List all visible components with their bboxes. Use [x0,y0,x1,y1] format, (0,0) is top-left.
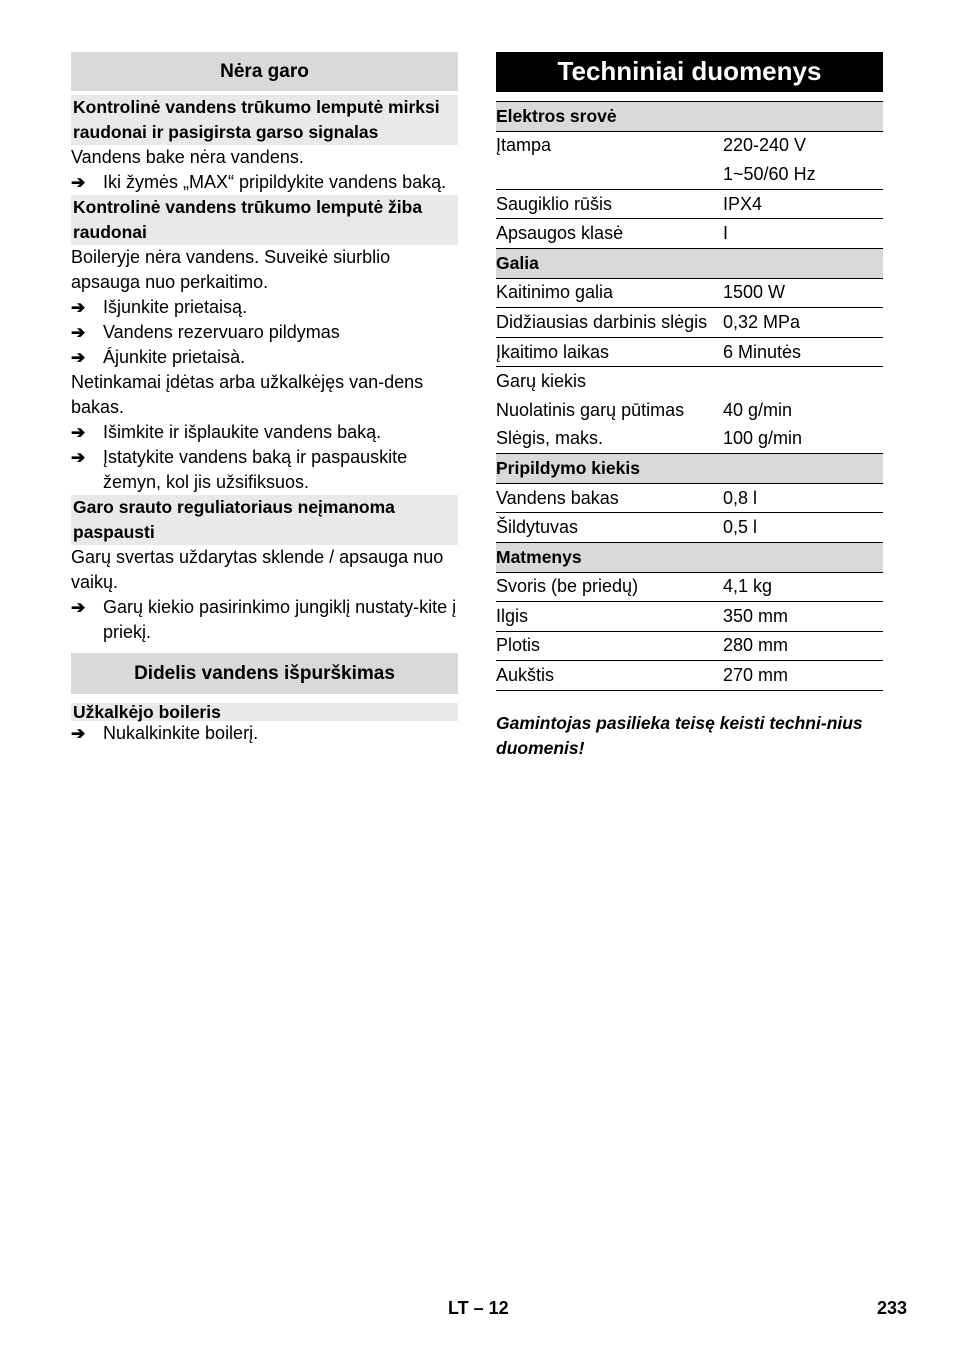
group-label: Pripildymo kiekis [496,454,883,484]
spec-value: I [723,219,883,249]
table-group-header [496,248,883,278]
spec-label: Įkaitimo laikas [496,337,723,367]
list-item: ➔ Ájunkite prietaisà. [71,345,458,370]
paragraph: Netinkamai įdėtas arba užkalkėjęs van-dens bakas. [71,372,424,417]
table-group-header [496,542,883,572]
spec-value: 0,32 MPa [723,308,883,338]
arrow-icon: ➔ [71,348,86,367]
arrow-icon: ➔ [71,423,86,442]
arrow-icon: ➔ [71,598,86,617]
list-item: ➔ Nukalkinkite boilerį. [71,721,458,746]
subheading-lamp-blinks: Kontrolinė vandens trūkumo lemputė mirksi raudonai ir pasigirsta garso signalas [71,95,458,145]
table-row [496,189,883,219]
spec-label: Nuolatinis garų pūtimas [496,399,685,420]
spec-value: 40 g/min [723,399,793,420]
technical-data-table [496,101,883,691]
list-item: ➔ Išimkite ir išplaukite vandens baką. [71,420,458,445]
table-group-header [496,454,883,484]
table-row [496,278,883,308]
table-row [496,425,883,454]
spec-value [723,367,883,396]
table-row [496,160,883,189]
disclaimer-note: Gamintojas pasilieka teisę keisti techni-nius duomenis! [496,712,863,758]
spec-value: 0,8 l [723,483,883,513]
spec-value: 0,5 l [723,513,883,543]
arrow-icon: ➔ [71,173,86,192]
spec-value: 270 mm [723,661,883,691]
spec-value: 100 g/min [723,425,883,454]
table-row [496,308,883,338]
spec-value: IPX4 [723,189,883,219]
table-row [496,513,883,543]
spec-label: Saugiklio rūšis [496,189,723,219]
list-item: ➔ Garų kiekio pasirinkimo jungiklį nustaty-kite į priekį. [71,597,457,642]
table-row [496,661,883,691]
right-column [496,52,883,761]
spec-value: 350 mm [723,602,883,632]
spec-label: Vandens bakas [496,483,723,513]
arrow-icon: ➔ [71,298,86,317]
spec-label: Šildytuvas [496,513,723,543]
section-title-water-spray: Didelis vandens išpurškimas [71,653,458,694]
section-title-no-steam: Nėra garo [71,52,458,91]
table-row [496,572,883,602]
spec-label: Plotis [496,631,723,661]
paragraph: Vandens bake nėra vandens. [71,147,304,167]
arrow-icon: ➔ [71,448,86,467]
group-label: Elektros srovė [496,102,883,132]
spec-label: Ilgis [496,602,723,632]
spec-label: Apsaugos klasė [496,219,723,249]
table-row [496,131,883,160]
paragraph: Garų svertas uždarytas sklende / apsauga nuo vaikų. [71,547,444,592]
spec-value: 1~50/60 Hz [723,160,883,189]
table-row [496,367,883,396]
table-row [496,396,883,425]
spec-label: Garų kiekis [496,371,587,392]
group-label: Matmenys [496,542,883,572]
spec-value: 1500 W [723,278,883,308]
spec-value: 280 mm [723,631,883,661]
arrow-icon: ➔ [71,323,86,342]
list-item: ➔ Iki žymės „MAX“ pripildykite vandens baką. [71,170,458,195]
group-label: Galia [496,248,883,278]
technical-data-title: Techniniai duomenys [496,52,883,92]
subheading-lamp-lit: Kontrolinė vandens trūkumo lemputė žiba raudonai [71,195,458,245]
list-item: ➔ Įstatykite vandens baką ir paspauskite žemyn, kol jis užsifiksuos. [71,447,408,492]
page-number: 233 [877,1298,908,1318]
spec-value: 6 Minutės [723,337,883,367]
table-row [496,631,883,661]
spec-label [496,160,723,189]
subheading-steam-regulator: Garo srauto reguliatoriaus neįmanoma paspausti [71,495,458,545]
spec-label: Įtampa [496,135,552,156]
list-item: ➔ Išjunkite prietaisą. [71,295,458,320]
footer-section-label: LT – 12 [448,1298,509,1318]
spec-label: Kaitinimo galia [496,278,723,308]
table-row [496,483,883,513]
table-row [496,219,883,249]
list-item: ➔ Vandens rezervuaro pildymas [71,320,458,345]
spec-label: Slėgis, maks. [496,425,723,454]
spec-label: Didžiausias darbinis slėgis [496,308,723,338]
table-row [496,337,883,367]
spec-label: Aukštis [496,661,723,691]
spec-value: 4,1 kg [723,572,883,602]
table-group-header [496,102,883,132]
table-row [496,602,883,632]
left-column [71,52,458,746]
subheading-boiler-scaled: Užkalkėjo boileris [71,703,458,721]
spec-label: Svoris (be priedų) [496,572,723,602]
arrow-icon: ➔ [71,724,86,743]
spec-value: 220-240 V [723,135,807,156]
paragraph: Boileryje nėra vandens. Suveikė siurblio apsauga nuo perkaitimo. [71,247,391,292]
